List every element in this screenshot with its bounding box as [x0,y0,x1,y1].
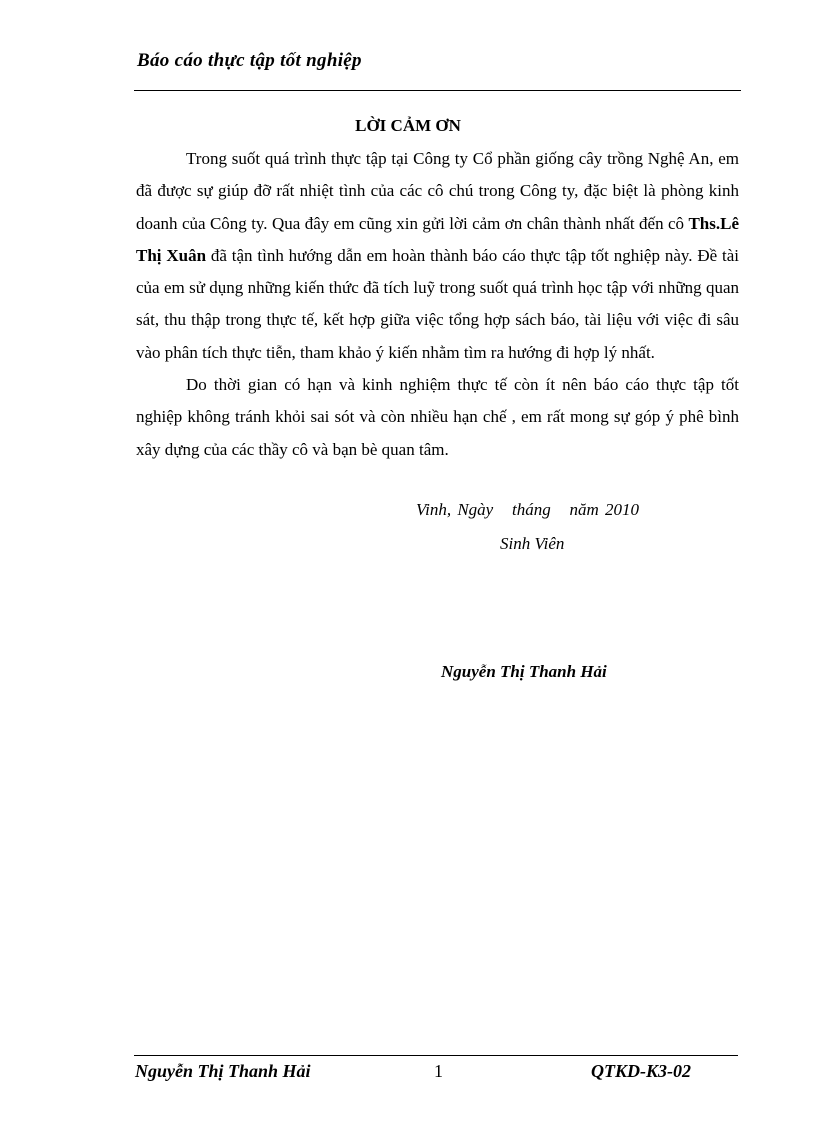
footer-author: Nguyễn Thị Thanh Hải [135,1061,311,1081]
header-rule [134,90,741,91]
footer-class-code: QTKD-K3-02 [591,1061,691,1081]
signature-role: Sinh Viên [500,534,565,553]
document-heading: LỜI CẢM ƠN [355,116,461,135]
page-header-title: Báo cáo thực tập tốt nghiệp [137,50,362,71]
signature-name: Nguyễn Thị Thanh Hải [441,662,607,681]
paragraph-2: Do thời gian có hạn và kinh nghiệm thực tế còn ít nên báo cáo thực tập tốt nghiệp không tránh khỏi sai sót và còn nhiều hạn chế , em rất mong sự góp ý phê bình xây dựng của các thầy cô và bạn bè quan tâm. [136,375,739,459]
paragraph-1-part-2: đã tận tình hướng dẫn em hoàn thành báo cáo thực tập tốt nghiệp này. Đề tài của em sử dụng những kiến thức đã tích luỹ trong suốt quá trình học tập với những quan sát, thu thập trong thực tế, kết hợp giữa việc tổng hợp sách báo, tài liệu với việc đi sâu vào phân tích thực tiễn, tham khảo ý kiến nhằm tìm ra hướng đi hợp lý nhất. [136,245,740,362]
advisor-name: Ths.Lê Thị Xuân [136,213,739,265]
footer-rule [134,1055,738,1056]
paragraph-1 [136,143,739,369]
page-number: 1 [434,1061,443,1081]
paragraph-1-part-1: Trong suốt quá trình thực tập tại Công ty Cổ phần giống cây trồng Nghệ An, em đã được sự giúp đỡ rất nhiệt tình của các cô chú trong Công ty, đặc biệt là phòng kinh doanh của Công ty. Qua đây em cũng xin gửi lời cảm ơn chân thành nhất đến cô [136,149,739,233]
letter-body [136,143,739,466]
signature-date: Vinh, Ngày tháng năm 2010 [416,500,639,519]
